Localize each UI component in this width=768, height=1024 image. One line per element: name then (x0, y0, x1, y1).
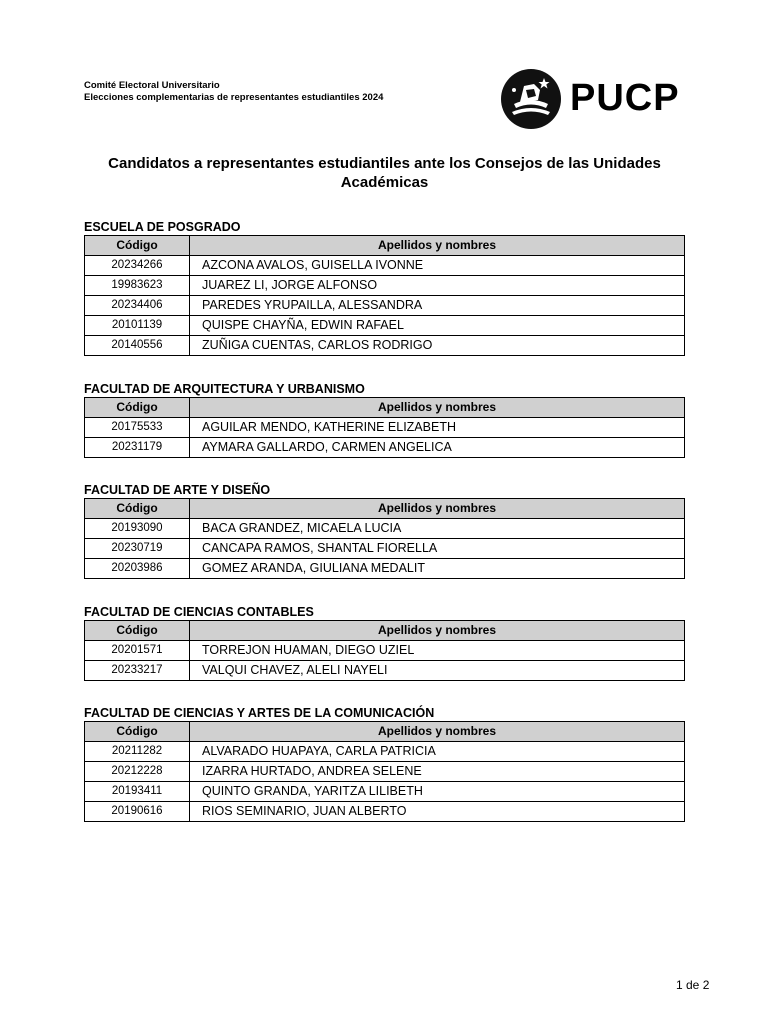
candidates-table (84, 235, 685, 356)
candidate-name: JUAREZ LI, JORGE ALFONSO (190, 276, 685, 296)
student-code: 20101139 (85, 316, 190, 336)
student-code: 20190616 (85, 802, 190, 822)
table-header-row (85, 621, 685, 641)
candidate-name: PAREDES YRUPAILLA, ALESSANDRA (190, 296, 685, 316)
candidate-name: ALVARADO HUAPAYA, CARLA PATRICIA (190, 742, 685, 762)
student-code: 20211282 (85, 742, 190, 762)
table-header-row (85, 398, 685, 418)
student-code: 20140556 (85, 336, 190, 356)
candidates-table (84, 620, 685, 681)
column-header-name: Apellidos y nombres (190, 236, 685, 256)
section (84, 705, 685, 822)
column-header-code: Código (85, 398, 190, 418)
student-code: 20175533 (85, 418, 190, 438)
candidate-name: QUISPE CHAYÑA, EDWIN RAFAEL (190, 316, 685, 336)
column-header-name: Apellidos y nombres (190, 499, 685, 519)
candidate-name: BACA GRANDEZ, MICAELA LUCIA (190, 519, 685, 539)
table-row (85, 296, 685, 316)
table-row (85, 661, 685, 681)
page-title: Candidatos a representantes estudiantiles ante los Consejos de las Unidades Académicas (108, 155, 661, 191)
candidate-name: AYMARA GALLARDO, CARMEN ANGELICA (190, 438, 685, 458)
table-row (85, 742, 685, 762)
student-code: 20234266 (85, 256, 190, 276)
table-row (85, 438, 685, 458)
student-code: 20233217 (85, 661, 190, 681)
student-code: 20193090 (85, 519, 190, 539)
table-row (85, 641, 685, 661)
student-code: 20212228 (85, 762, 190, 782)
column-header-code: Código (85, 236, 190, 256)
candidate-name: CANCAPA RAMOS, SHANTAL FIORELLA (190, 539, 685, 559)
candidate-name: AZCONA AVALOS, GUISELLA IVONNE (190, 256, 685, 276)
table-row (85, 276, 685, 296)
column-header-code: Código (85, 722, 190, 742)
pucp-seal-icon (500, 68, 562, 130)
section (84, 604, 685, 681)
table-row (85, 336, 685, 356)
pucp-logo (500, 68, 685, 130)
section-title: FACULTAD DE ARQUITECTURA Y URBANISMO (84, 382, 365, 396)
student-code: 20234406 (85, 296, 190, 316)
column-header-name: Apellidos y nombres (190, 398, 685, 418)
column-header-name: Apellidos y nombres (190, 722, 685, 742)
candidate-name: AGUILAR MENDO, KATHERINE ELIZABETH (190, 418, 685, 438)
section (84, 482, 685, 579)
student-code: 20231179 (85, 438, 190, 458)
section (84, 381, 685, 458)
table-row (85, 256, 685, 276)
section-title: ESCUELA DE POSGRADO (84, 220, 241, 234)
table-row (85, 782, 685, 802)
candidate-name: IZARRA HURTADO, ANDREA SELENE (190, 762, 685, 782)
header-line-1: Comité Electoral Universitario (84, 80, 220, 91)
student-code: 20230719 (85, 539, 190, 559)
table-header-row (85, 499, 685, 519)
candidate-name: ZUÑIGA CUENTAS, CARLOS RODRIGO (190, 336, 685, 356)
table-row (85, 559, 685, 579)
student-code: 20201571 (85, 641, 190, 661)
section-title: FACULTAD DE ARTE Y DISEÑO (84, 483, 271, 497)
table-header-row (85, 722, 685, 742)
student-code: 19983623 (85, 276, 190, 296)
document-header (84, 80, 383, 104)
logo-wordmark: PUCP (570, 77, 680, 119)
student-code: 20203986 (85, 559, 190, 579)
candidate-name: VALQUI CHAVEZ, ALELI NAYELI (190, 661, 685, 681)
candidates-table (84, 721, 685, 822)
table-row (85, 519, 685, 539)
table-header-row (85, 236, 685, 256)
student-code: 20193411 (85, 782, 190, 802)
candidate-name: QUINTO GRANDA, YARITZA LILIBETH (190, 782, 685, 802)
column-header-name: Apellidos y nombres (190, 621, 685, 641)
table-row (85, 316, 685, 336)
section-title: FACULTAD DE CIENCIAS Y ARTES DE LA COMUNICACIÓN (84, 706, 435, 720)
column-header-code: Código (85, 621, 190, 641)
candidate-name: RIOS SEMINARIO, JUAN ALBERTO (190, 802, 685, 822)
table-row (85, 802, 685, 822)
candidates-table (84, 397, 685, 458)
section (84, 219, 685, 356)
candidate-name: GOMEZ ARANDA, GIULIANA MEDALIT (190, 559, 685, 579)
candidate-name: TORREJON HUAMAN, DIEGO UZIEL (190, 641, 685, 661)
header-line-2: Elecciones complementarias de representantes estudiantiles 2024 (84, 92, 384, 103)
section-title: FACULTAD DE CIENCIAS CONTABLES (84, 605, 314, 619)
candidates-table (84, 498, 685, 579)
page-number: 1 de 2 (676, 978, 710, 992)
table-row (85, 539, 685, 559)
table-row (85, 418, 685, 438)
column-header-code: Código (85, 499, 190, 519)
table-row (85, 762, 685, 782)
